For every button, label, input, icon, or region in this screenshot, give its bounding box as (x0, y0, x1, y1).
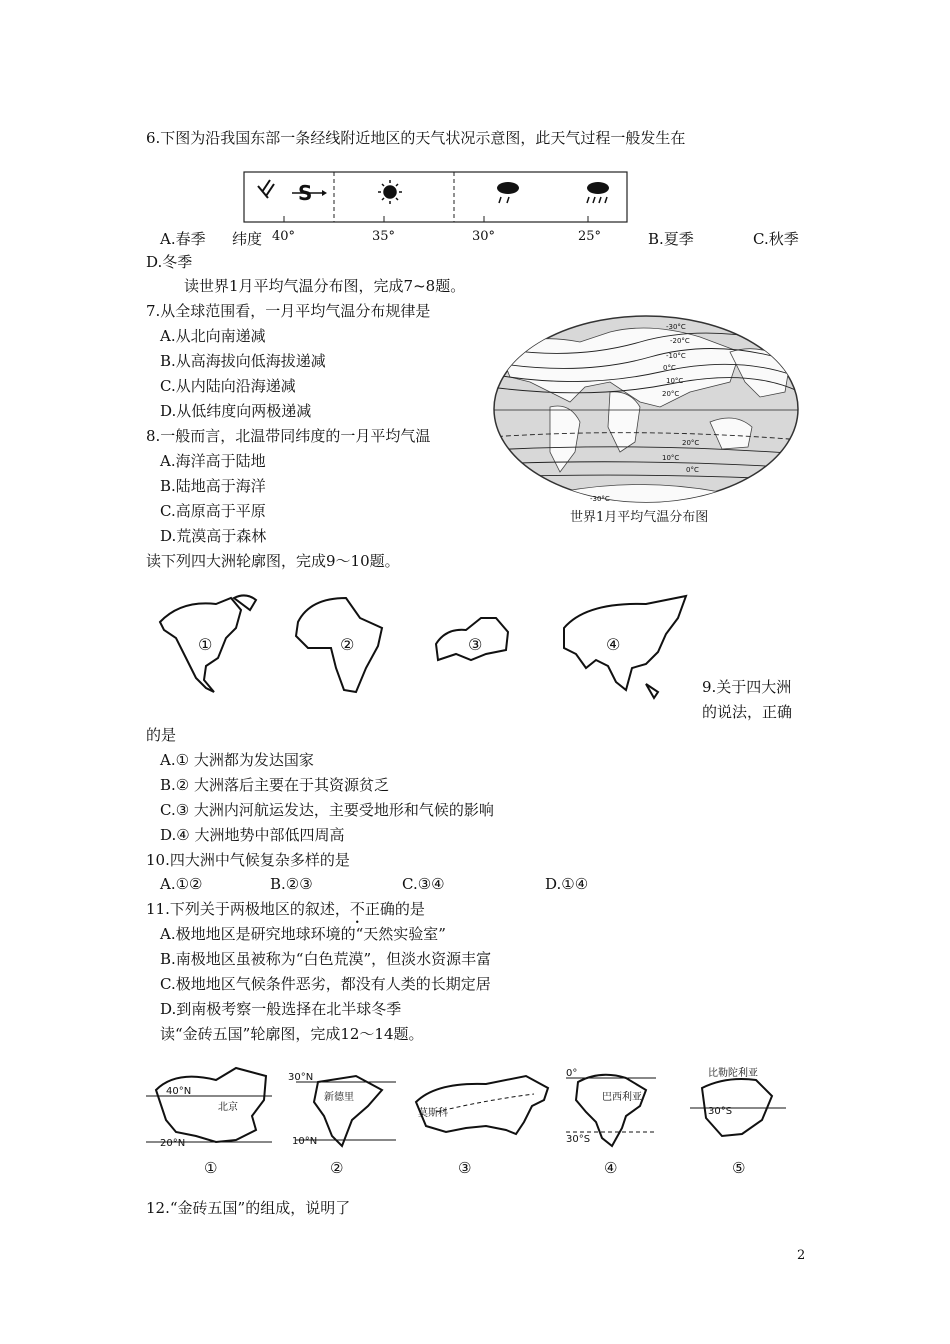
continent-label-3: ③ (468, 635, 483, 654)
isotherm-label: 10°C (662, 454, 680, 462)
q7-stem: 7.从全球范围看，一月平均气温分布规律是 (146, 302, 431, 320)
q9-stem-part3: 的是 (146, 726, 177, 744)
q12-stem: 12.“金砖五国”的组成，说明了 (146, 1199, 351, 1217)
isotherm-label: 10°C (666, 377, 684, 385)
q11-option-b: B.南极地区虽被称为“白色荒漠”，但淡水资源丰富 (160, 950, 492, 968)
isotherm-label: -30°C (666, 323, 686, 331)
q10-stem: 10.四大洲中气候复杂多样的是 (146, 851, 350, 869)
brics-label-4: ④ (604, 1159, 618, 1177)
sun-icon (378, 180, 402, 204)
q10-option-a: A.①② (160, 875, 203, 893)
q9-option-a: A.① 大洲都为发达国家 (160, 751, 314, 769)
q9-stem-part2: 的说法，正确 (702, 703, 793, 721)
q9-stem-part1: 9.关于四大洲 (702, 678, 792, 696)
intro-9-10: 读下列四大洲轮廓图，完成9～10题。 (146, 552, 400, 570)
lat-label: 纬度 (232, 230, 263, 248)
world-map-caption: 世界1月平均气温分布图 (570, 510, 709, 525)
q10-option-d: D.①④ (545, 875, 589, 893)
intro-12-14: 读“金砖五国”轮廓图，完成12～14题。 (160, 1025, 424, 1043)
wind-icon (258, 180, 274, 198)
q7-option-a: A.从北向南递减 (160, 327, 266, 345)
q10-option-b: B.②③ (270, 875, 313, 893)
lat-40: 40° (272, 229, 296, 244)
q10-option-c: C.③④ (402, 875, 445, 893)
lat-35: 35° (372, 229, 396, 244)
isotherm-label: -10°C (666, 352, 686, 360)
brazil-lat-0: 0° (566, 1068, 578, 1079)
world-temperature-map (490, 312, 802, 506)
sandstorm-icon (292, 181, 327, 205)
china-lat-20: 20°N (160, 1138, 186, 1149)
light-rain-icon (497, 182, 519, 203)
q7-option-c: C.从内陆向沿海递减 (160, 377, 296, 395)
q6-option-d: D.冬季 (146, 253, 193, 271)
weather-diagram (230, 168, 640, 228)
isotherm-label: 20°C (662, 390, 680, 398)
moderate-rain-icon (587, 182, 609, 203)
q8-stem: 8.一般而言，北温带同纬度的一月平均气温 (146, 427, 431, 445)
brics-label-2: ② (330, 1159, 344, 1177)
q11-option-c: C.极地地区气候条件恶劣，都没有人类的长期定居 (160, 975, 491, 993)
q11-stem: 11.下列关于两极地区的叙述，不正确的是 (146, 900, 425, 918)
q7-option-d: D.从低纬度向两极递减 (160, 402, 312, 420)
south-africa-lat-30s: 30°S (708, 1106, 733, 1117)
continent-label-2: ② (340, 635, 355, 654)
south-africa-capital: 比勒陀利亚 (708, 1068, 758, 1079)
brics-label-1: ① (204, 1159, 218, 1177)
q6-option-a: A.春季 (160, 230, 206, 248)
russia-capital: 莫斯科 (418, 1108, 448, 1119)
brazil-capital: 巴西利亚 (602, 1092, 642, 1103)
india-capital: 新德里 (324, 1092, 354, 1103)
isotherm-label: -30°C (590, 495, 610, 503)
india-lat-30: 30°N (288, 1072, 314, 1083)
isotherm-label: 20°C (682, 439, 700, 447)
lat-30: 30° (472, 229, 496, 244)
svg-text:S: S (298, 181, 313, 205)
brics-outlines (146, 1060, 796, 1180)
q8-option-c: C.高原高于平原 (160, 502, 266, 520)
brics-label-5: ⑤ (732, 1159, 746, 1177)
isotherm-label: 0°C (686, 466, 699, 474)
china-capital: 北京 (218, 1102, 238, 1113)
continent-outlines (146, 588, 706, 718)
q6-option-c: C.秋季 (753, 230, 799, 248)
q7-option-b: B.从高海拔向低海拔递减 (160, 352, 326, 370)
q11-emphasis: 不 (349, 900, 365, 918)
q8-option-b: B.陆地高于海洋 (160, 477, 266, 495)
q8-option-a: A.海洋高于陆地 (160, 452, 266, 470)
q9-option-c: C.③ 大洲内河航运发达，主要受地形和气候的影响 (160, 801, 494, 819)
intro-7-8: 读世界1月平均气温分布图，完成7~8题。 (184, 277, 466, 295)
asia-outline (564, 596, 686, 698)
q11-option-d: D.到南极考察一般选择在北半球冬季 (160, 1000, 402, 1018)
q9-option-b: B.② 大洲落后主要在于其资源贫乏 (160, 776, 390, 794)
lat-25: 25° (578, 229, 602, 244)
isotherm-label: 0°C (663, 364, 676, 372)
brazil-lat-30s: 30°S (566, 1134, 591, 1145)
q6-stem: 6.下图为沿我国东部一条经线附近地区的天气状况示意图，此天气过程一般发生在 (146, 129, 686, 147)
q8-option-d: D.荒漠高于森林 (160, 527, 267, 545)
isotherm-label: -20°C (670, 337, 690, 345)
page-number: 2 (797, 1248, 806, 1263)
q6-option-b: B.夏季 (648, 230, 694, 248)
africa-outline (296, 598, 382, 692)
continent-label-4: ④ (606, 635, 621, 654)
india-lat-10: 10°N (292, 1136, 318, 1147)
q9-option-d: D.④ 大洲地势中部低四周高 (160, 826, 345, 844)
q11-option-a: A.极地地区是研究地球环境的“天然实验室” (160, 925, 446, 943)
china-lat-40: 40°N (166, 1086, 192, 1097)
brics-label-3: ③ (458, 1159, 472, 1177)
continent-label-1: ① (198, 635, 213, 654)
